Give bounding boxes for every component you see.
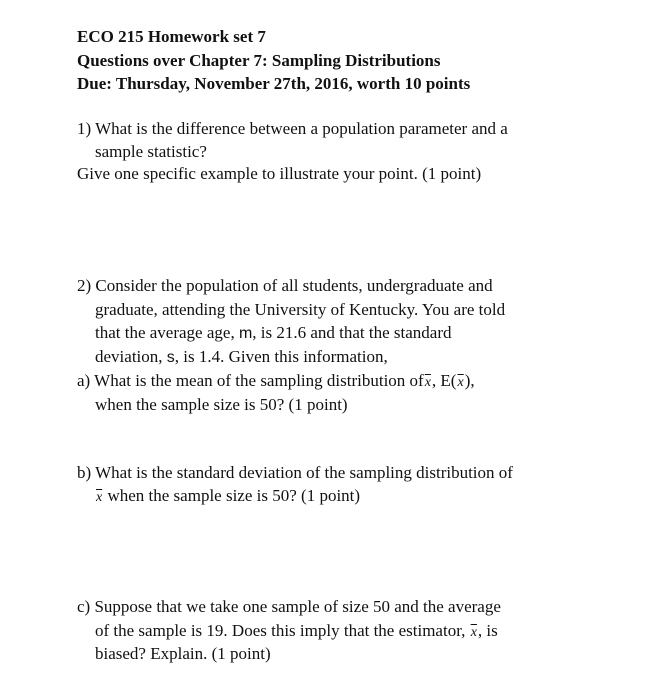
question-2-line-3 <box>95 322 452 345</box>
question-2a-line-1 <box>77 370 475 394</box>
x-bar-symbol: $\overline{x}$ <box>424 375 431 390</box>
x-bar-symbol: $\overline{x}$ <box>470 625 477 640</box>
homework-subtitle: Questions over Chapter 7: Sampling Distributions <box>77 51 441 70</box>
question-2-line-3-text-b: , is 21.6 and that the standard <box>252 323 452 342</box>
question-2-line-4 <box>95 346 388 369</box>
question-2a-line-2: when the sample size is 50? (1 point) <box>95 395 348 414</box>
question-2c-text-b: , is <box>477 621 498 640</box>
question-2b-line-1: b) What is the standard deviation of the sampling distribution of <box>77 463 513 482</box>
x-bar-symbol: $\overline{x}$ <box>457 375 464 390</box>
question-2-line-4-text-a: deviation, <box>95 347 167 366</box>
x-bar-symbol: $\overline{x}$ <box>96 490 103 505</box>
question-2-line-1: 2) Consider the population of all students, undergraduate and <box>77 276 493 295</box>
question-1-line-2: sample statistic? <box>95 142 207 161</box>
homework-title: ECO 215 Homework set 7 <box>77 27 266 46</box>
question-2-line-3-text-a: that the average age, <box>95 323 239 342</box>
question-2-line-2: graduate, attending the University of Kentucky. You are told <box>95 300 506 319</box>
question-2a-text-b: , E( <box>431 371 457 390</box>
question-1-line-1: 1) What is the difference between a population parameter and a <box>77 119 508 138</box>
mu-symbol: m <box>238 325 253 342</box>
question-2b-text: when the sample size is 50? (1 point) <box>103 486 361 505</box>
question-2a-text-a: a) What is the mean of the sampling distribution of <box>77 371 424 390</box>
homework-due-date: Due: Thursday, November 27th, 2016, worth 10 points <box>77 74 471 93</box>
question-1-line-3: Give one specific example to illustrate your point. (1 point) <box>77 164 482 183</box>
question-2b-line-2 <box>95 485 360 509</box>
question-2c-line-2 <box>95 620 498 644</box>
sigma-symbol: s <box>166 349 175 366</box>
question-2-line-4-text-b: , is 1.4. Given this information, <box>174 347 388 366</box>
question-2c-text-a: of the sample is 19. Does this imply that the estimator, <box>95 621 470 640</box>
question-2c-line-1: c) Suppose that we take one sample of size 50 and the average <box>77 597 501 616</box>
question-2a-text-c: ), <box>464 371 475 390</box>
question-2c-line-3: biased? Explain. (1 point) <box>95 644 271 663</box>
